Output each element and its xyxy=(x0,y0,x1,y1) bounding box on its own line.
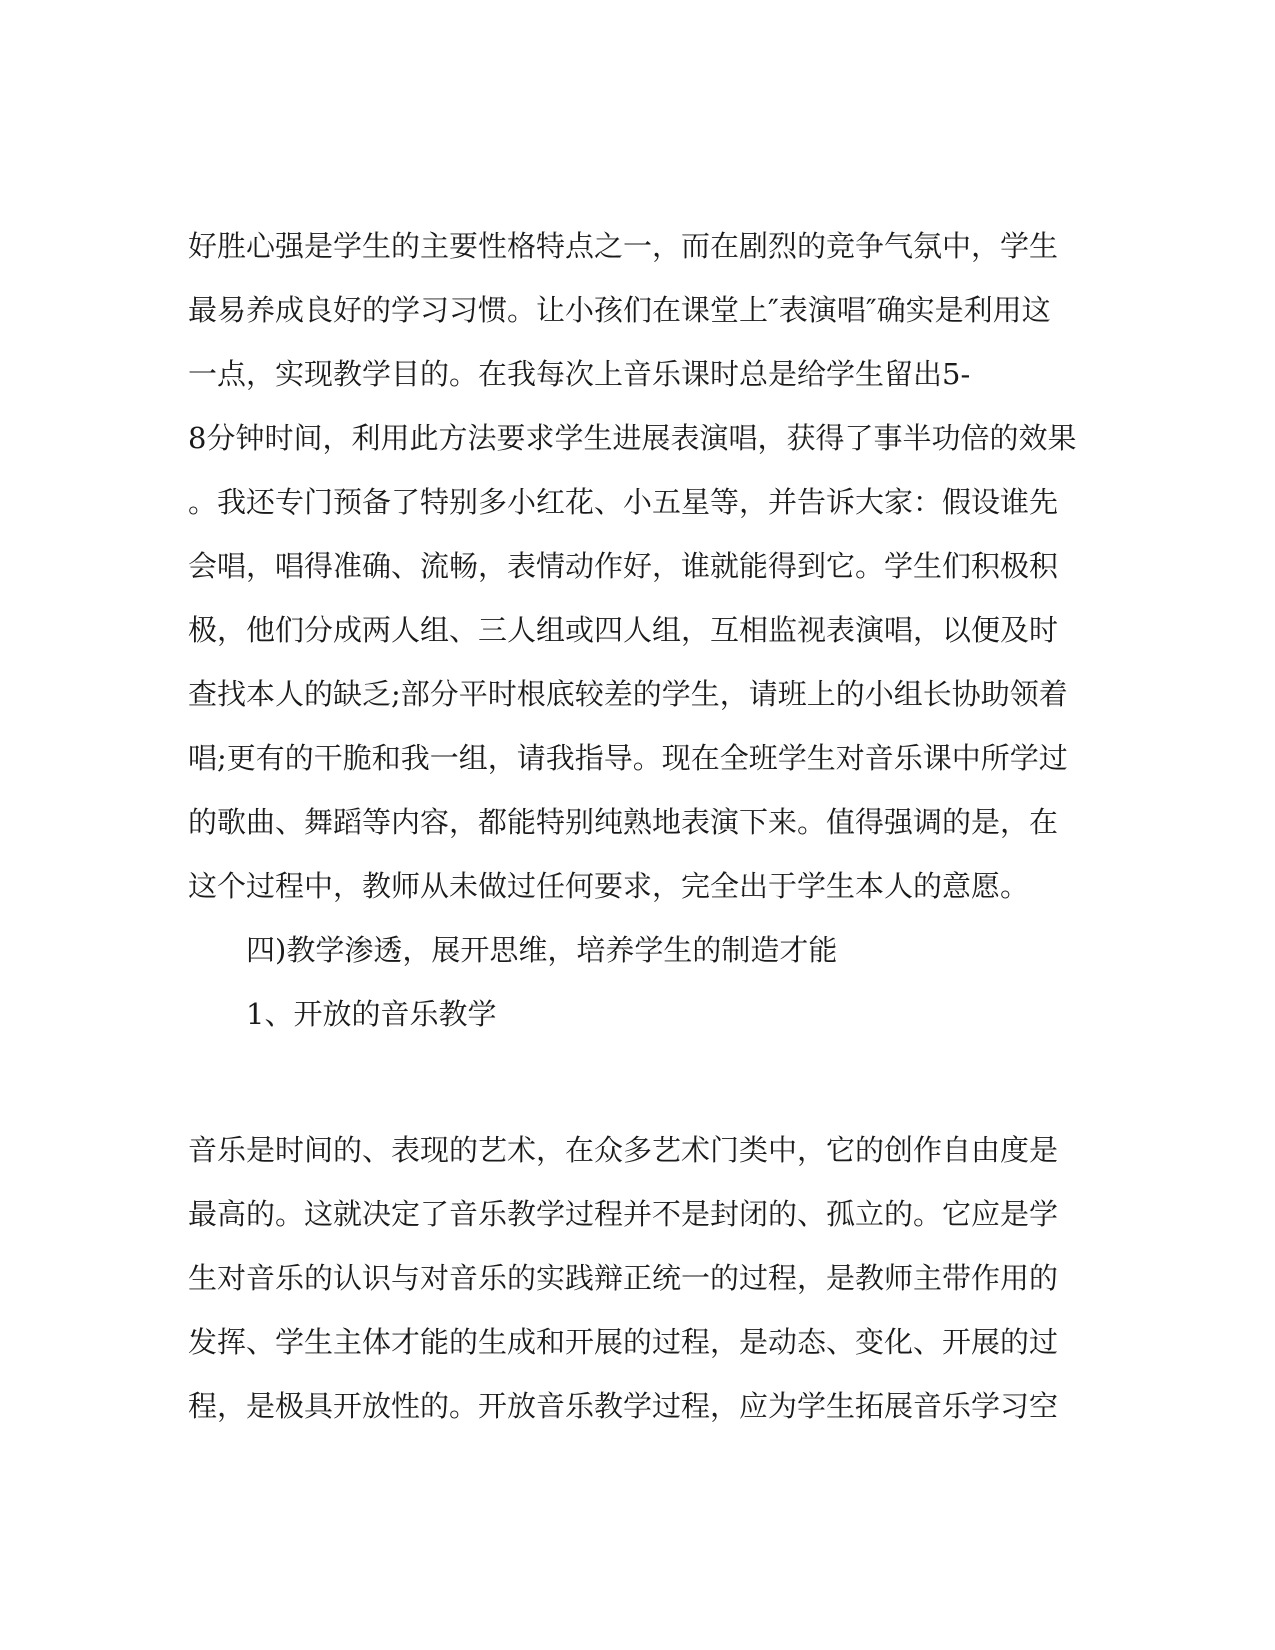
paragraph-1-line-10: 的歌曲、舞蹈等内容，都能特别纯熟地表演下来。值得强调的是，在 xyxy=(188,805,1059,839)
paragraph-1-line-2: 最易养成良好的学习习惯。让小孩们在课堂上″表演唱″确实是利用这 xyxy=(188,293,1051,327)
paragraph-2-line-2: 最高的。这就决定了音乐教学过程并不是封闭的、孤立的。它应是学 xyxy=(188,1197,1059,1231)
paragraph-2-line-5: 程，是极具开放性的。开放音乐教学过程，应为学生拓展音乐学习空 xyxy=(188,1389,1059,1423)
section-heading-4: 四)教学渗透，展开思维，培养学生的制造才能 xyxy=(246,933,838,967)
paragraph-1-line-1: 好胜心强是学生的主要性格特点之一，而在剧烈的竞争气氛中，学生 xyxy=(188,229,1059,263)
paragraph-1-line-5: 。我还专门预备了特别多小红花、小五星等，并告诉大家：假设谁先 xyxy=(188,485,1059,519)
paragraph-1-line-4: 8分钟时间，利用此方法要求学生进展表演唱，获得了事半功倍的效果 xyxy=(188,421,1077,455)
paragraph-2-line-3: 生对音乐的认识与对音乐的实践辩正统一的过程，是教师主带作用的 xyxy=(188,1261,1059,1295)
subsection-heading-4-1: 1、开放的音乐教学 xyxy=(246,997,497,1031)
paragraph-1-line-11: 这个过程中，教师从未做过任何要求，完全出于学生本人的意愿。 xyxy=(188,869,1030,903)
paragraph-1-line-9: 唱;更有的干脆和我一组，请我指导。现在全班学生对音乐课中所学过 xyxy=(188,741,1068,775)
paragraph-2-line-1: 音乐是时间的、表现的艺术，在众多艺术门类中，它的创作自由度是 xyxy=(188,1133,1059,1167)
paragraph-1-line-8: 查找本人的缺乏;部分平时根底较差的学生，请班上的小组长协助领着 xyxy=(188,677,1068,711)
paragraph-1-line-7: 极，他们分成两人组、三人组或四人组，互相监视表演唱，以便及时 xyxy=(188,613,1059,647)
paragraph-1-line-3: 一点，实现教学目的。在我每次上音乐课时总是给学生留出5- xyxy=(188,357,971,391)
paragraph-2-line-4: 发挥、学生主体才能的生成和开展的过程，是动态、变化、开展的过 xyxy=(188,1325,1059,1359)
paragraph-1-line-6: 会唱，唱得准确、流畅，表情动作好，谁就能得到它。学生们积极积 xyxy=(188,549,1059,583)
